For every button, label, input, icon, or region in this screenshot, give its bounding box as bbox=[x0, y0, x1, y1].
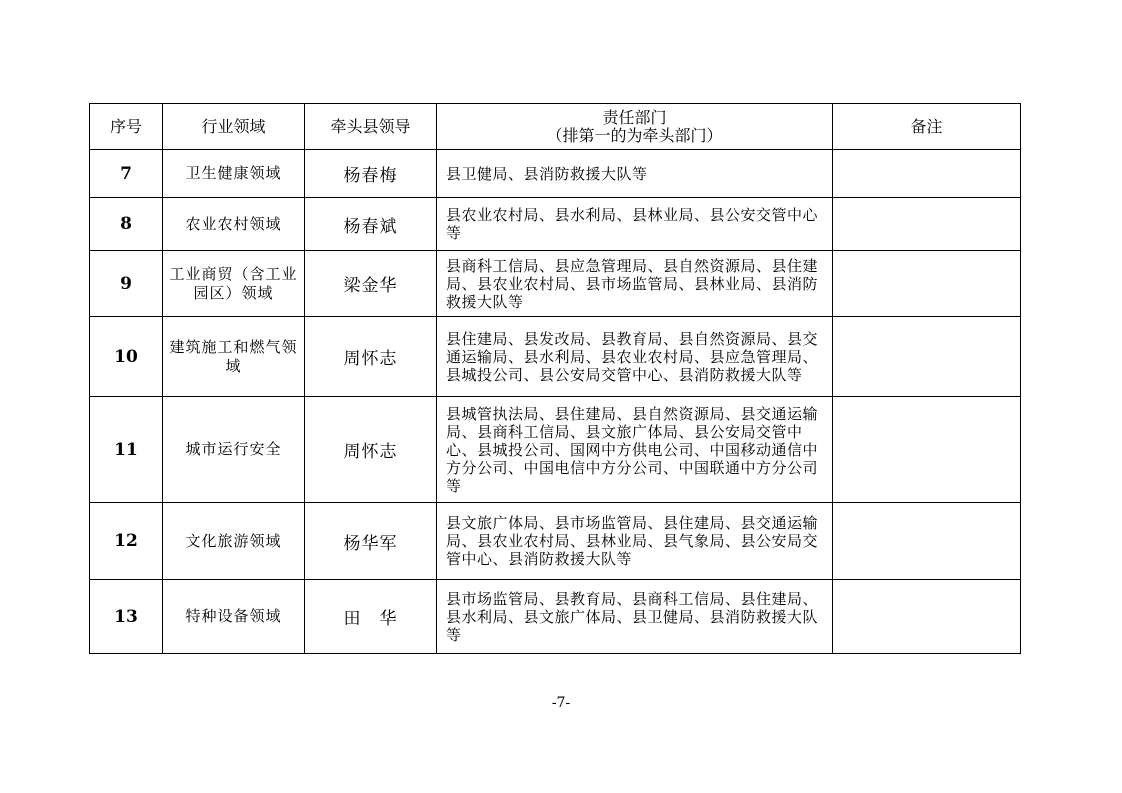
row-leader: 周怀志 bbox=[305, 397, 437, 503]
row-field: 农业农村领域 bbox=[163, 198, 305, 251]
row-field: 城市运行安全 bbox=[163, 397, 305, 503]
row-leader: 周怀志 bbox=[305, 317, 437, 397]
table-row bbox=[90, 317, 1021, 397]
row-leader: 杨春梅 bbox=[305, 150, 437, 198]
table-header-row bbox=[90, 104, 1021, 150]
table-row bbox=[90, 198, 1021, 251]
row-note bbox=[833, 317, 1021, 397]
row-note bbox=[833, 251, 1021, 317]
row-dept: 县文旅广体局、县市场监管局、县住建局、县交通运输局、县农业农村局、县林业局、县气象局、县公安局交管中心、县消防救援大队等 bbox=[437, 503, 833, 580]
row-dept: 县商科工信局、县应急管理局、县自然资源局、县住建局、县农业农村局、县市场监管局、县林业局、县消防救援大队等 bbox=[437, 251, 833, 317]
table-row bbox=[90, 251, 1021, 317]
row-field: 工业商贸（含工业园区）领域 bbox=[163, 251, 305, 317]
row-num: 12 bbox=[90, 503, 163, 580]
row-field: 卫生健康领域 bbox=[163, 150, 305, 198]
row-leader: 田 华 bbox=[305, 580, 437, 654]
row-note bbox=[833, 503, 1021, 580]
responsibility-table bbox=[89, 103, 1021, 654]
table-row bbox=[90, 150, 1021, 198]
row-note bbox=[833, 580, 1021, 654]
row-num: 13 bbox=[90, 580, 163, 654]
row-note bbox=[833, 198, 1021, 251]
table-row bbox=[90, 503, 1021, 580]
row-dept: 县农业农村局、县水利局、县林业局、县公安交管中心等 bbox=[437, 198, 833, 251]
row-field: 建筑施工和燃气领域 bbox=[163, 317, 305, 397]
page-number: -7- bbox=[551, 695, 571, 711]
row-dept: 县市场监管局、县教育局、县商科工信局、县住建局、县水利局、县文旅广体局、县卫健局、县消防救援大队等 bbox=[437, 580, 833, 654]
row-leader: 杨华军 bbox=[305, 503, 437, 580]
row-num: 11 bbox=[90, 397, 163, 503]
header-leader: 牵头县领导 bbox=[305, 104, 437, 150]
header-note: 备注 bbox=[833, 104, 1021, 150]
row-note bbox=[833, 397, 1021, 503]
row-leader: 杨春斌 bbox=[305, 198, 437, 251]
row-field: 文化旅游领域 bbox=[163, 503, 305, 580]
table-row bbox=[90, 580, 1021, 654]
row-num: 10 bbox=[90, 317, 163, 397]
table-row bbox=[90, 397, 1021, 503]
row-num: 9 bbox=[90, 251, 163, 317]
header-dept bbox=[437, 104, 833, 150]
header-field: 行业领域 bbox=[163, 104, 305, 150]
header-num: 序号 bbox=[90, 104, 163, 150]
row-leader: 梁金华 bbox=[305, 251, 437, 317]
row-num: 7 bbox=[90, 150, 163, 198]
row-dept: 县住建局、县发改局、县教育局、县自然资源局、县交通运输局、县水利局、县农业农村局、县应急管理局、县城投公司、县公安局交管中心、县消防救援大队等 bbox=[437, 317, 833, 397]
header-dept-title: 责任部门 bbox=[602, 107, 667, 127]
row-num: 8 bbox=[90, 198, 163, 251]
row-dept: 县卫健局、县消防救援大队等 bbox=[437, 150, 833, 198]
header-dept-subtitle: （排第一的为牵头部门） bbox=[546, 125, 723, 145]
row-dept: 县城管执法局、县住建局、县自然资源局、县交通运输局、县商科工信局、县文旅广体局、县公安局交管中心、县城投公司、国网中方供电公司、中国移动通信中方分公司、中国电信中方分公司、中国联通中方分公司等 bbox=[437, 397, 833, 503]
row-note bbox=[833, 150, 1021, 198]
row-field: 特种设备领域 bbox=[163, 580, 305, 654]
